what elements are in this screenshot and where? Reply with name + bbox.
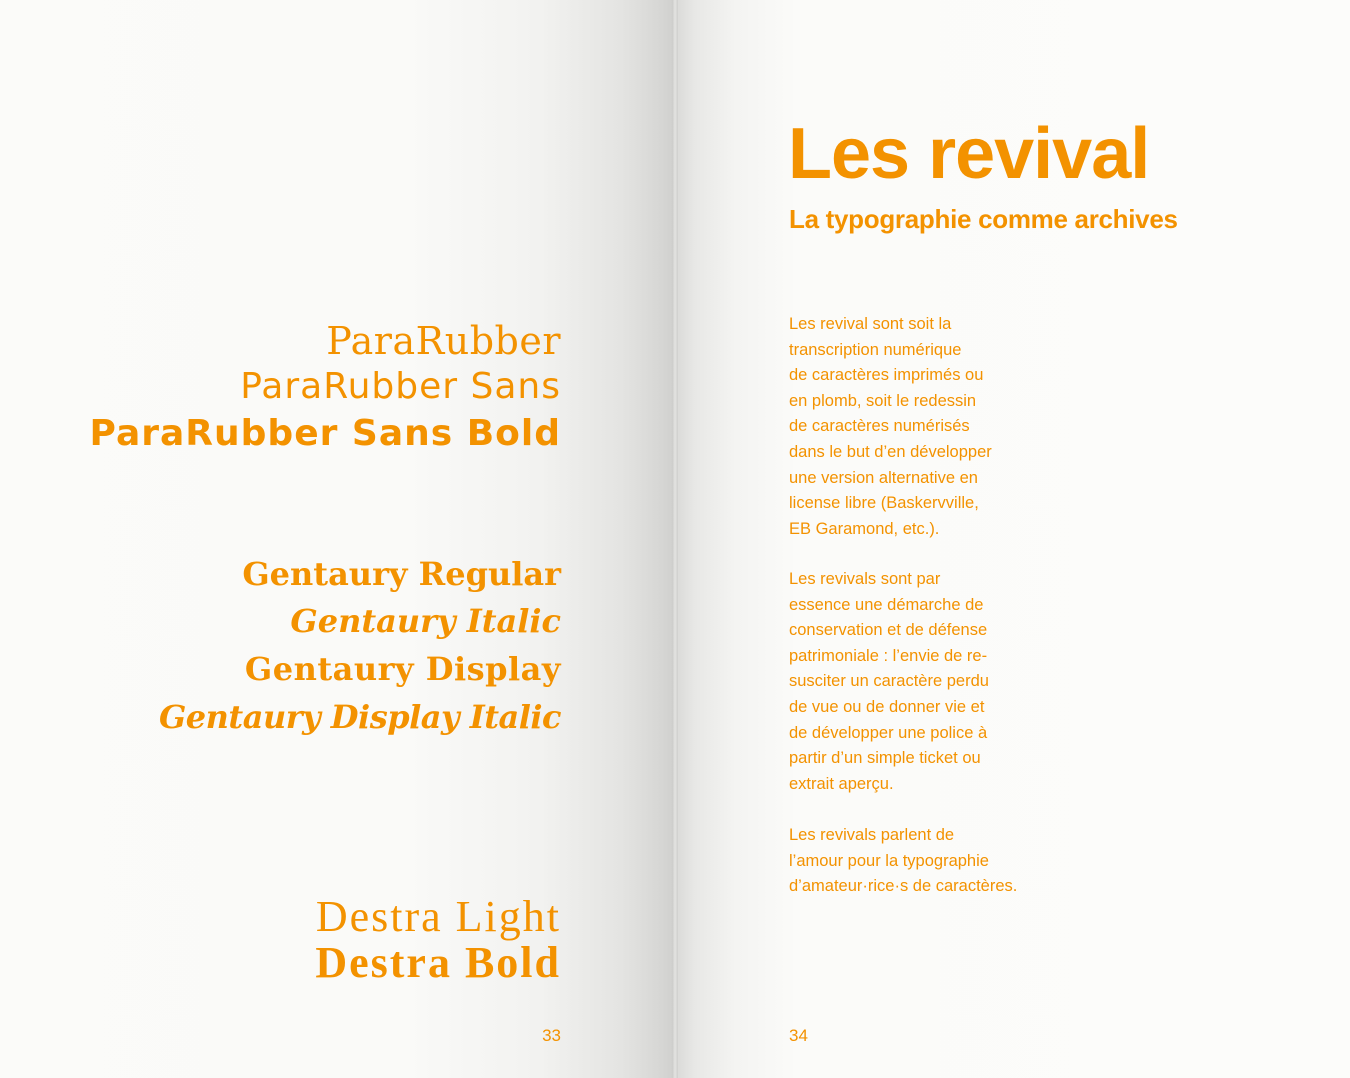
text-line: de développer une police à xyxy=(789,723,988,742)
specimen-pararubber: ParaRubber xyxy=(326,319,561,363)
text-line: license libre (Baskervville, xyxy=(789,494,979,513)
text-line: Les revivals sont par xyxy=(789,570,941,588)
text-line: conservation et de défense xyxy=(789,621,988,640)
body-paragraph-1 xyxy=(789,312,1039,542)
page-number-right: 34 xyxy=(789,1026,808,1045)
body-paragraph-2 xyxy=(789,567,1039,797)
specimen-gentaury-italic: Gentaury Italic xyxy=(290,602,561,640)
text-line: partir d’un simple ticket ou xyxy=(789,749,981,768)
right-page xyxy=(675,0,1350,1078)
text-line: de vue ou de donner vie et xyxy=(789,697,985,716)
text-line: EB Garamond, etc.). xyxy=(789,519,940,538)
page-subtitle: La typographie comme archives xyxy=(789,204,1178,234)
text-line: patrimoniale : l’envie de re- xyxy=(789,646,988,665)
specimen-gentaury-display: Gentaury Display xyxy=(244,650,561,688)
text-line: de caractères imprimés ou xyxy=(789,366,984,385)
text-line: l’amour pour la typographie xyxy=(789,851,989,870)
text-line: Les revival sont soit la xyxy=(789,315,952,333)
text-line: essence une démarche de xyxy=(789,595,984,614)
text-line: extrait aperçu. xyxy=(789,774,894,793)
text-line: Les revivals parlent de xyxy=(789,826,955,844)
page-number-left: 33 xyxy=(542,1026,561,1045)
specimen-pararubber-sans-bold: ParaRubber Sans Bold xyxy=(89,413,561,454)
text-line: transcription numérique xyxy=(789,340,962,359)
specimen-gentaury-regular: Gentaury Regular xyxy=(242,555,561,593)
body-paragraph-3 xyxy=(789,823,1039,900)
text-line: d’amateur·rice·s de caractères. xyxy=(789,877,1018,896)
book-gutter xyxy=(672,0,678,1078)
text-line: de caractères numérisés xyxy=(789,417,970,436)
specimen-destra-light: Destra Light xyxy=(315,892,561,941)
text-line: susciter un caractère perdu xyxy=(789,672,989,691)
page-title: Les revival xyxy=(788,114,1150,194)
specimen-gentaury-display-italic: Gentaury Display Italic xyxy=(158,698,561,736)
specimen-pararubber-sans: ParaRubber Sans xyxy=(240,366,561,407)
specimen-destra-bold: Destra Bold xyxy=(315,938,561,987)
text-line: dans le but d’en développer xyxy=(789,442,992,461)
text-line: une version alternative en xyxy=(789,468,978,487)
text-line: en plomb, soit le redessin xyxy=(789,391,977,410)
